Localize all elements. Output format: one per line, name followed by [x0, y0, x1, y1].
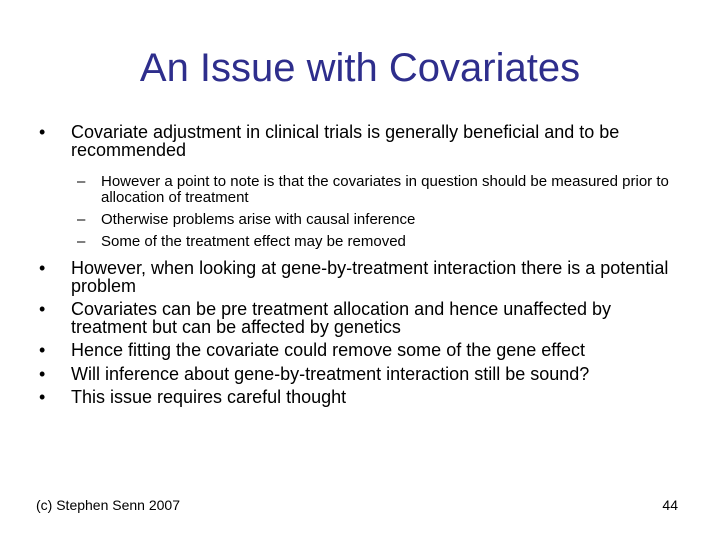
sub-bullet-text: Some of the treatment effect may be removed	[101, 233, 406, 250]
sub-bullet-item	[0, 234, 720, 250]
bullet-text: Covariates can be pre treatment allocation and hence unaffected by treatment but can be affected by genetics	[71, 299, 612, 337]
bullet-text: Will inference about gene-by-treatment interaction still be sound?	[71, 363, 590, 384]
bullet-item	[0, 363, 720, 384]
bullet-item	[0, 301, 720, 336]
slide-title: An Issue with Covariates	[139, 46, 581, 90]
bullet-item	[0, 342, 720, 360]
bullet-marker: •	[39, 340, 46, 360]
bullet-item	[0, 124, 720, 159]
sub-bullet-item	[0, 174, 720, 206]
sub-bullet-text: However a point to note is that the covariates in question should be measured prior to allocation of treatment	[101, 173, 669, 206]
bullet-marker: •	[39, 122, 46, 142]
bullet-text: However, when looking at gene-by-treatment interaction there is a potential problem	[71, 258, 669, 296]
bullet-item	[0, 260, 720, 295]
sub-bullet-marker: –	[77, 211, 86, 228]
bullet-text: Covariate adjustment in clinical trials is generally beneficial and to be recommended	[71, 122, 620, 160]
bullet-marker: •	[39, 387, 46, 407]
sub-bullet-marker: –	[77, 173, 86, 190]
sub-bullet-text: Otherwise problems arise with causal inference	[101, 211, 416, 228]
slide-content	[0, 124, 720, 413]
page-number: 44	[662, 497, 678, 513]
sub-bullet-marker: –	[77, 233, 86, 250]
bullet-text: Hence fitting the covariate could remove some of the gene effect	[71, 340, 585, 360]
sub-bullet-item	[0, 212, 720, 228]
bullet-item	[0, 389, 720, 407]
footer-copyright: (c) Stephen Senn 2007	[36, 497, 180, 513]
bullet-marker: •	[39, 299, 46, 319]
bullet-marker: •	[39, 258, 46, 278]
bullet-marker: •	[39, 363, 46, 384]
bullet-text: This issue requires careful thought	[71, 387, 347, 407]
